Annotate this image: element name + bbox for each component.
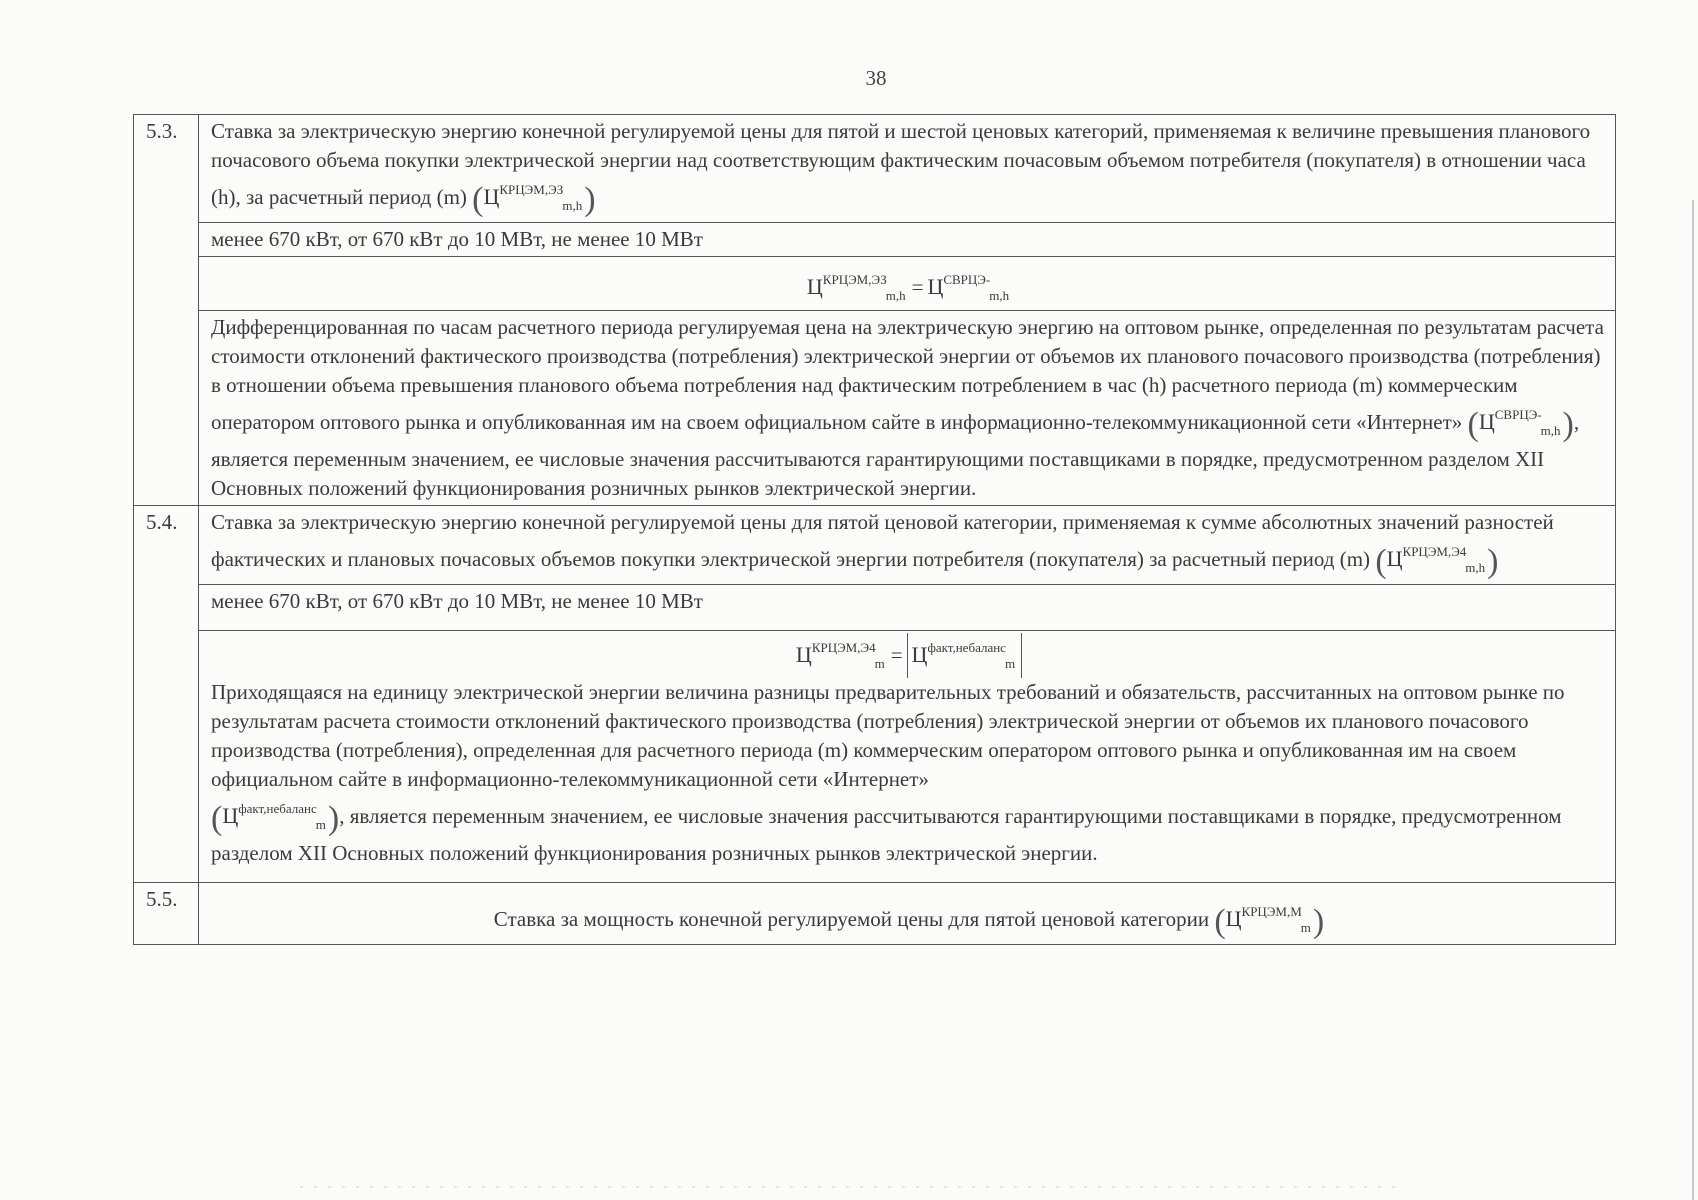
rate-title: Ставка за электрическую энергию конечной регулируемой цены для пятой ценовой категории, применяемая к сумме абсолютных значений разностей фактических и плановых почасовых объемов покупки электрической энергии потребителя (покупателя) за расчетный период (m) — [211, 510, 1554, 571]
row-number: 5.3. — [134, 115, 199, 506]
description-text: Дифференцированная по часам расчетного периода регулируемая цена на электрическую энергию на оптовом рынке, определенная по результатам расчета стоимости отклонений фактического производства (потребления) электрической энергии от объемов их планового почасового производства (потребления) в отношении объема превышения планового объема потребления над фактическим потреблением в час (h) расчетного периода (m) коммерческим оператором оптового рынка и опубликованная им на своем официальном сайте в информационно-телекоммуникационной сети «Интернет» — [211, 315, 1604, 434]
price-symbol: $Ц^{КРЦЭМ,Э4}_{m,h}$ — [1386, 544, 1486, 575]
row-number: 5.5. — [134, 883, 199, 945]
formula-left-symbol: $Ц^{КРЦЭМ,ЭЗ}_{m,h}$ — [806, 272, 906, 303]
price-symbol: $Ц^{факт,небаланс}_m$ — [222, 801, 326, 832]
row-number: 5.4. — [134, 506, 199, 883]
table-row — [134, 585, 1616, 631]
table-row — [134, 311, 1616, 506]
description-text-cont: , является переменным значением, ее числовые значения рассчитываются гарантирующими поставщиками в порядке, предусмотренном разделом XII Основных положений функционирования розничных рынков электрической энергии. — [211, 804, 1562, 865]
table-row — [134, 631, 1616, 883]
rate-title: Ставка за электрическую энергию конечной регулируемой цены для пятой и шестой ценовых категорий, применяемая к величине превышения планового почасового объема покупки электрической энергии над соответствующим фактическим почасовым объемом потребителя (покупателя) в отношении часа (h), за расчетный период (m) — [211, 119, 1591, 209]
table-row — [134, 506, 1616, 585]
page-number: 38 — [865, 66, 887, 90]
power-range-cell: менее 670 кВт, от 670 кВт до 10 МВт, не менее 10 МВт — [199, 223, 1616, 257]
rate-title: Ставка за мощность конечной регулируемой цены для пятой ценовой категории — [493, 907, 1210, 931]
table-row — [134, 883, 1616, 945]
formula-left-symbol: $Ц^{КРЦЭМ,Э4}_m$ — [795, 640, 885, 671]
description-cell: $Ц^{КРЦЭМ,Э4}_m = Ц^{факт,небаланс}_m$ Приходящаяся на единицу электрической энергии величина разницы предварительных требований и обязательств, рассчитанных на оптовом рынке по результатам расчета стоимости отклонений фактического производства (потребления) электрической энергии от объемов их планового почасового производства (потребления), определенная для расчетного периода (m) коммерческим оператором оптового рынка и опубликованная им на своем официальном сайте в информационно-телекоммуникационной сети «Интернет» $(Ц^{факт,небаланс}_m)$, является переменным значением, ее числовые значения рассчитываются гарантирующими поставщиками в порядке, предусмотренном разделом XII Основных положений функционирования розничных рынков электрической энергии. — [199, 631, 1616, 883]
table-row — [134, 115, 1616, 223]
tariff-table — [133, 114, 1616, 945]
power-range-cell: менее 670 кВт, от 670 кВт до 10 МВт, не менее 10 МВт — [199, 585, 1616, 631]
formula-cell — [199, 257, 1616, 311]
scan-edge — [1692, 200, 1694, 1200]
price-symbol: $Ц^{КРЦЭМ,ЭЗ}_{m,h}$ — [483, 182, 583, 213]
equals-sign: = — [911, 275, 924, 299]
table-row — [134, 223, 1616, 257]
description-cell: Дифференцированная по часам расчетного периода регулируемая цена на электрическую энергию на оптовом рынке, определенная по результатам расчета стоимости отклонений фактического производства (потребления) электрической энергии от объемов их планового почасового производства (потребления) в отношении объема превышения планового объема потребления над фактическим потреблением в час (h) расчетного периода (m) коммерческим оператором оптового рынка и опубликованная им на своем официальном сайте в информационно-телекоммуникационной сети «Интернет» $(Ц^{СВРЦЭ-}_{m,h})$, является переменным значением, ее числовые значения рассчитываются гарантирующими поставщиками в порядке, предусмотренном разделом XII Основных положений функционирования розничных рынков электрической энергии. — [199, 311, 1616, 506]
price-symbol: $Ц^{КРЦЭМ,М}_m$ — [1225, 904, 1311, 935]
equals-sign: = — [890, 643, 903, 667]
rate-title-cell — [199, 115, 1616, 223]
close-paren: ) — [584, 181, 596, 218]
formula — [807, 265, 1011, 310]
price-symbol: $Ц^{СВРЦЭ-}_{m,h}$ — [1478, 407, 1561, 438]
open-paren: ( — [472, 181, 484, 218]
formula — [211, 633, 1607, 678]
rate-title-cell: Ставка за мощность конечной регулируемой цены для пятой ценовой категории $(Ц^{КРЦЭМ,М}_m)$ — [199, 883, 1616, 945]
formula-right-symbol: $Ц^{СВРЦЭ-}_{m,h}$ — [927, 272, 1010, 303]
absolute-value — [907, 633, 1023, 678]
formula-right-symbol: $Ц^{факт,небаланс}_m$ — [911, 640, 1016, 671]
rate-title-cell: Ставка за электрическую энергию конечной регулируемой цены для пятой ценовой категории, применяемая к сумме абсолютных значений разностей фактических и плановых почасовых объемов покупки электрической энергии потребителя (покупателя) за расчетный период (m) $(Ц^{КРЦЭМ,Э4}_{m,h})$ — [199, 506, 1616, 585]
table-row — [134, 257, 1616, 311]
description-text-cont: , является переменным значением, ее числовые значения рассчитываются гарантирующими поставщиками в порядке, предусмотренном разделом XII Основных положений функционирования розничных рынков электрической энергии. — [211, 410, 1580, 500]
scan-noise — [300, 1186, 1400, 1188]
description-text: Приходящаяся на единицу электрической энергии величина разницы предварительных требований и обязательств, рассчитанных на оптовом рынке по результатам расчета стоимости отклонений фактического производства (потребления) электрической энергии от объемов их планового почасового производства (потребления), определенная для расчетного периода (m) коммерческим оператором оптового рынка и опубликованная им на своем официальном сайте в информационно-телекоммуникационной сети «Интернет» — [211, 680, 1565, 791]
